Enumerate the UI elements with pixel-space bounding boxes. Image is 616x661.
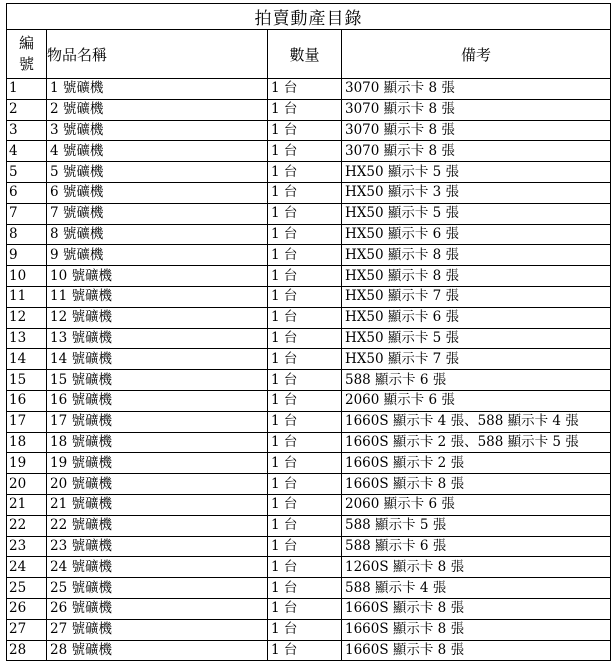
table-row <box>7 619 611 640</box>
row-remarks: 3070 顯示卡 8 張 <box>342 79 611 100</box>
row-item-name: 5 號礦機 <box>47 162 268 183</box>
row-quantity: 1 台 <box>268 203 342 224</box>
table-row <box>7 203 611 224</box>
row-quantity: 1 台 <box>268 515 342 536</box>
row-quantity: 1 台 <box>268 494 342 515</box>
table-row <box>7 307 611 328</box>
row-item-name: 17 號礦機 <box>47 411 268 432</box>
row-remarks: HX50 顯示卡 5 張 <box>342 203 611 224</box>
row-remarks: 3070 顯示卡 8 張 <box>342 99 611 120</box>
row-number: 17 <box>7 411 47 432</box>
table-row <box>7 120 611 141</box>
row-number: 23 <box>7 536 47 557</box>
row-quantity: 1 台 <box>268 557 342 578</box>
row-quantity: 1 台 <box>268 390 342 411</box>
table-body <box>7 79 611 661</box>
row-number: 7 <box>7 203 47 224</box>
row-remarks: 1660S 顯示卡 8 張 <box>342 640 611 661</box>
row-remarks: 1660S 顯示卡 8 張 <box>342 474 611 495</box>
row-number: 21 <box>7 494 47 515</box>
table-row <box>7 578 611 599</box>
row-remarks: 1660S 顯示卡 8 張 <box>342 619 611 640</box>
row-quantity: 1 台 <box>268 328 342 349</box>
row-remarks: HX50 顯示卡 5 張 <box>342 328 611 349</box>
row-number: 6 <box>7 182 47 203</box>
row-remarks: HX50 顯示卡 7 張 <box>342 349 611 370</box>
row-quantity: 1 台 <box>268 162 342 183</box>
row-item-name: 9 號礦機 <box>47 245 268 266</box>
row-quantity: 1 台 <box>268 474 342 495</box>
row-quantity: 1 台 <box>268 224 342 245</box>
row-number: 10 <box>7 266 47 287</box>
row-remarks: HX50 顯示卡 6 張 <box>342 307 611 328</box>
row-item-name: 11 號礦機 <box>47 286 268 307</box>
row-item-name: 20 號礦機 <box>47 474 268 495</box>
row-remarks: 2060 顯示卡 6 張 <box>342 494 611 515</box>
row-quantity: 1 台 <box>268 432 342 453</box>
table-row <box>7 557 611 578</box>
row-item-name: 14 號礦機 <box>47 349 268 370</box>
column-header-number-line1: 編 <box>18 34 34 52</box>
row-item-name: 22 號礦機 <box>47 515 268 536</box>
row-number: 1 <box>7 79 47 100</box>
table-row <box>7 411 611 432</box>
row-quantity: 1 台 <box>268 453 342 474</box>
table-row <box>7 79 611 100</box>
row-item-name: 3 號礦機 <box>47 120 268 141</box>
row-number: 12 <box>7 307 47 328</box>
row-remarks: 1660S 顯示卡 2 張、588 顯示卡 5 張 <box>342 432 611 453</box>
row-number: 26 <box>7 598 47 619</box>
row-item-name: 15 號礦機 <box>47 370 268 391</box>
row-item-name: 1 號礦機 <box>47 79 268 100</box>
row-item-name: 16 號礦機 <box>47 390 268 411</box>
column-header-number <box>7 30 47 79</box>
row-quantity: 1 台 <box>268 141 342 162</box>
table-row <box>7 598 611 619</box>
row-remarks: 588 顯示卡 4 張 <box>342 578 611 599</box>
row-number: 11 <box>7 286 47 307</box>
row-quantity: 1 台 <box>268 640 342 661</box>
table-row <box>7 141 611 162</box>
row-remarks: HX50 顯示卡 5 張 <box>342 162 611 183</box>
table-row <box>7 182 611 203</box>
row-item-name: 10 號礦機 <box>47 266 268 287</box>
row-item-name: 4 號礦機 <box>47 141 268 162</box>
row-number: 9 <box>7 245 47 266</box>
table-row <box>7 390 611 411</box>
row-quantity: 1 台 <box>268 99 342 120</box>
row-remarks: 588 顯示卡 5 張 <box>342 515 611 536</box>
row-item-name: 7 號礦機 <box>47 203 268 224</box>
row-remarks: 1660S 顯示卡 4 張、588 顯示卡 4 張 <box>342 411 611 432</box>
row-remarks: HX50 顯示卡 6 張 <box>342 224 611 245</box>
auction-inventory-table <box>6 3 611 661</box>
row-item-name: 23 號礦機 <box>47 536 268 557</box>
column-header-name: 物品名稱 <box>47 30 268 79</box>
row-item-name: 26 號礦機 <box>47 598 268 619</box>
row-number: 18 <box>7 432 47 453</box>
row-remarks: 588 顯示卡 6 張 <box>342 536 611 557</box>
table-row <box>7 349 611 370</box>
row-number: 2 <box>7 99 47 120</box>
row-number: 25 <box>7 578 47 599</box>
row-number: 8 <box>7 224 47 245</box>
column-header-number-line2: 號 <box>18 55 34 73</box>
row-quantity: 1 台 <box>268 349 342 370</box>
row-item-name: 25 號礦機 <box>47 578 268 599</box>
row-remarks: 1260S 顯示卡 8 張 <box>342 557 611 578</box>
row-remarks: 2060 顯示卡 6 張 <box>342 390 611 411</box>
table-row <box>7 245 611 266</box>
row-item-name: 21 號礦機 <box>47 494 268 515</box>
row-number: 14 <box>7 349 47 370</box>
row-number: 19 <box>7 453 47 474</box>
column-header-quantity: 數量 <box>268 30 342 79</box>
row-quantity: 1 台 <box>268 79 342 100</box>
row-item-name: 18 號礦機 <box>47 432 268 453</box>
row-quantity: 1 台 <box>268 598 342 619</box>
row-number: 4 <box>7 141 47 162</box>
table-row <box>7 453 611 474</box>
row-item-name: 12 號礦機 <box>47 307 268 328</box>
row-quantity: 1 台 <box>268 245 342 266</box>
row-remarks: HX50 顯示卡 8 張 <box>342 245 611 266</box>
row-number: 24 <box>7 557 47 578</box>
row-item-name: 8 號礦機 <box>47 224 268 245</box>
row-item-name: 24 號礦機 <box>47 557 268 578</box>
row-item-name: 6 號礦機 <box>47 182 268 203</box>
table-row <box>7 515 611 536</box>
row-remarks: 1660S 顯示卡 8 張 <box>342 598 611 619</box>
table-row <box>7 99 611 120</box>
table-row <box>7 224 611 245</box>
row-number: 16 <box>7 390 47 411</box>
row-remarks: HX50 顯示卡 7 張 <box>342 286 611 307</box>
row-number: 28 <box>7 640 47 661</box>
row-quantity: 1 台 <box>268 182 342 203</box>
row-remarks: HX50 顯示卡 3 張 <box>342 182 611 203</box>
row-quantity: 1 台 <box>268 411 342 432</box>
row-number: 13 <box>7 328 47 349</box>
row-item-name: 2 號礦機 <box>47 99 268 120</box>
row-remarks: 3070 顯示卡 8 張 <box>342 120 611 141</box>
row-quantity: 1 台 <box>268 578 342 599</box>
row-quantity: 1 台 <box>268 120 342 141</box>
row-quantity: 1 台 <box>268 307 342 328</box>
row-quantity: 1 台 <box>268 619 342 640</box>
table-title: 拍賣動產目錄 <box>7 4 611 30</box>
table-row <box>7 474 611 495</box>
row-remarks: 1660S 顯示卡 2 張 <box>342 453 611 474</box>
row-quantity: 1 台 <box>268 536 342 557</box>
row-item-name: 19 號礦機 <box>47 453 268 474</box>
table-row <box>7 286 611 307</box>
row-remarks: 3070 顯示卡 8 張 <box>342 141 611 162</box>
table-row <box>7 494 611 515</box>
table-row <box>7 328 611 349</box>
row-item-name: 13 號礦機 <box>47 328 268 349</box>
row-remarks: 588 顯示卡 6 張 <box>342 370 611 391</box>
header-row <box>7 30 611 79</box>
table-row <box>7 266 611 287</box>
row-number: 15 <box>7 370 47 391</box>
row-item-name: 28 號礦機 <box>47 640 268 661</box>
table-row <box>7 162 611 183</box>
row-number: 27 <box>7 619 47 640</box>
row-number: 22 <box>7 515 47 536</box>
table-row <box>7 370 611 391</box>
row-quantity: 1 台 <box>268 286 342 307</box>
table-row <box>7 640 611 661</box>
table-row <box>7 432 611 453</box>
row-quantity: 1 台 <box>268 266 342 287</box>
row-number: 3 <box>7 120 47 141</box>
row-quantity: 1 台 <box>268 370 342 391</box>
row-number: 5 <box>7 162 47 183</box>
row-remarks: HX50 顯示卡 8 張 <box>342 266 611 287</box>
row-item-name: 27 號礦機 <box>47 619 268 640</box>
table-row <box>7 536 611 557</box>
row-number: 20 <box>7 474 47 495</box>
column-header-remarks: 備考 <box>342 30 611 79</box>
